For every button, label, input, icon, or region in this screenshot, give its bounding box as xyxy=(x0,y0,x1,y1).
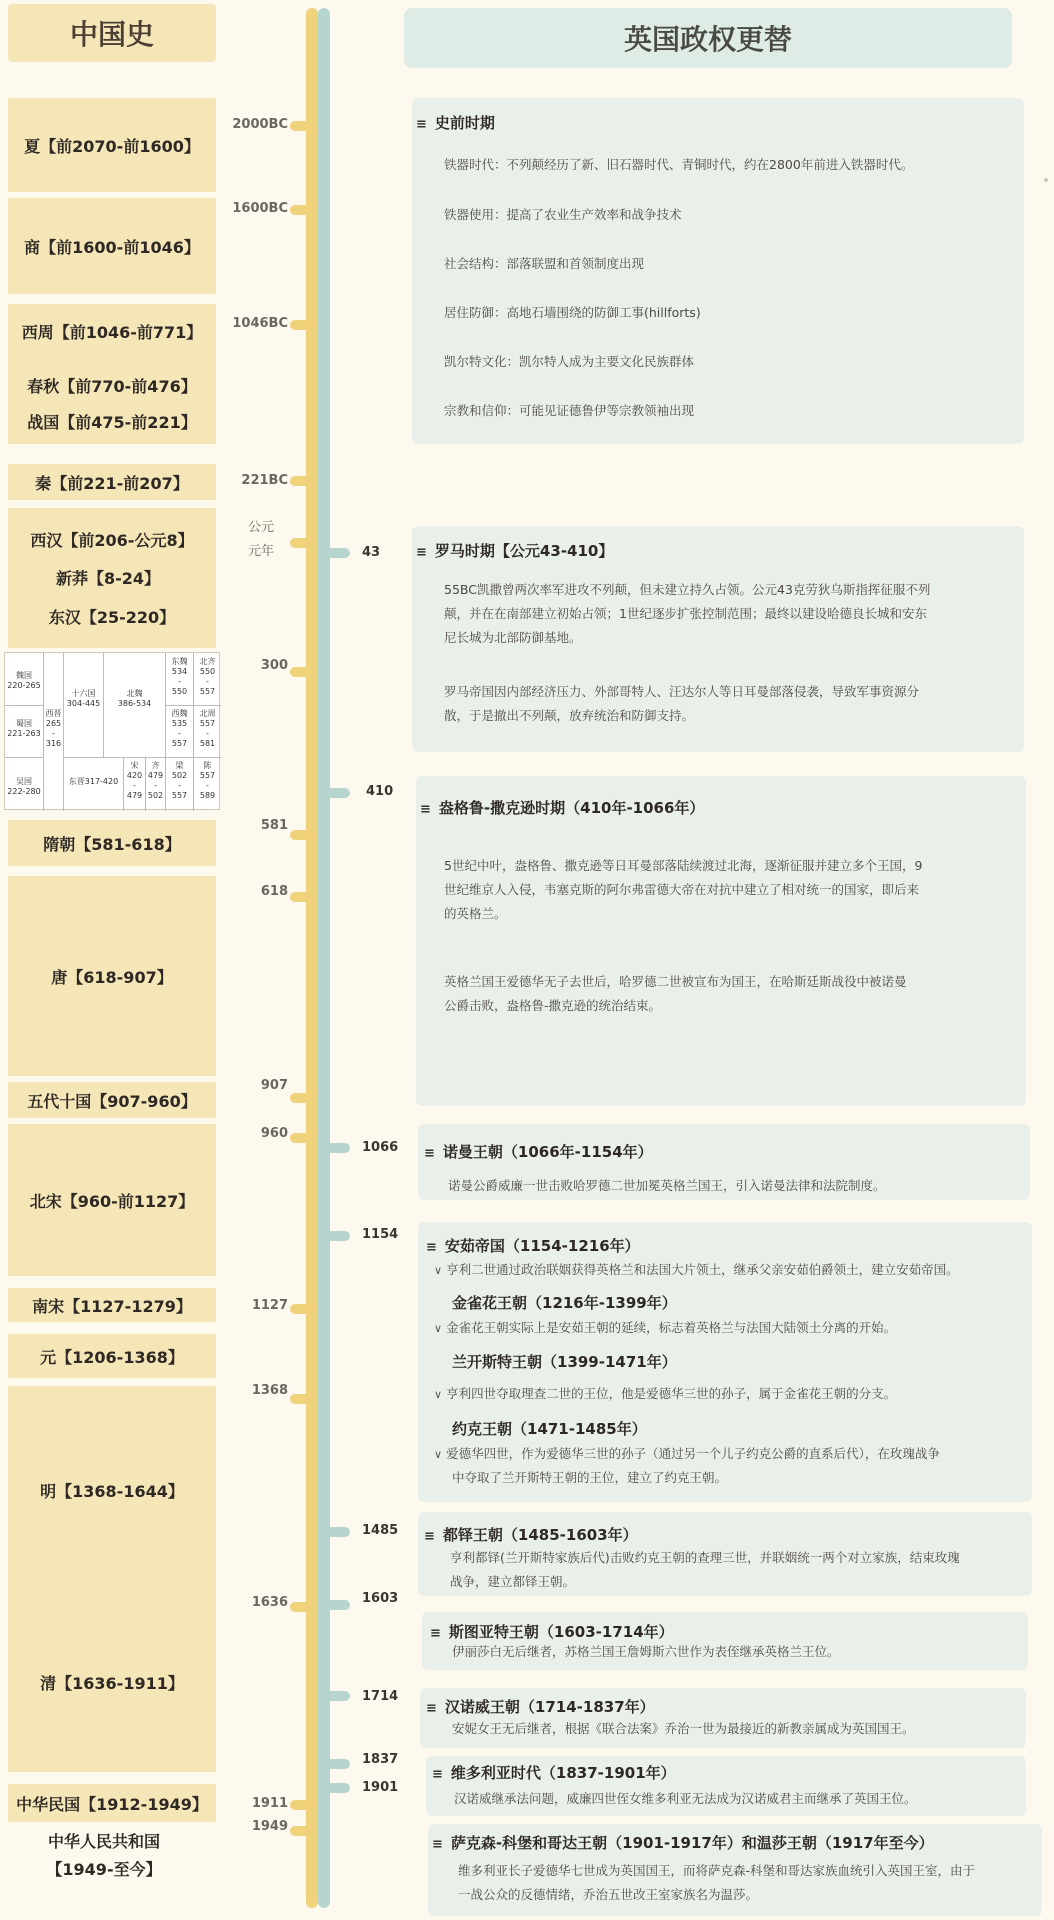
tick-1066 xyxy=(326,1143,350,1153)
roman-p2-l1: 罗马帝国因内部经济压力、外部哥特人、汪达尔人等日耳曼部落侵袭，导致军事资源分 xyxy=(444,684,920,699)
saxecoburg-text-l2: 一战公众的反德情绪，乔治五世改王室家族名为温莎。 xyxy=(458,1887,759,1902)
section-icon: ≡ xyxy=(426,1701,437,1716)
anglosaxon-p1-l1: 5世纪中叶，盎格鲁、撒克逊等日耳曼部落陆续渡过北海，逐渐征服并建立多个王国，9 xyxy=(444,858,923,873)
mini-sixteen: 十六国 304-445 xyxy=(66,689,101,708)
dynasty-qin: 秦【前221-前207】 xyxy=(8,464,216,500)
dynasty-xinmang: 新莽【8-24】 xyxy=(55,569,161,588)
date-618: 618 xyxy=(260,884,288,899)
roman-p1-l1: 55BC凯撒曾两次率军进攻不列颠，但未建立持久占领。公元43克劳狄乌斯指挥征服不列 xyxy=(444,582,931,597)
york-title: 约克王朝（1471-1485年） xyxy=(452,1420,647,1438)
mini-dongjin: 东晋317-420 xyxy=(68,777,119,786)
date-1154: 1154 xyxy=(362,1227,399,1242)
hanover-title: ≡ 汉诺威王朝（1714-1837年） xyxy=(426,1698,655,1716)
date-1603: 1603 xyxy=(362,1591,399,1606)
mini-liang: 梁 502 - 557 xyxy=(171,761,188,800)
section-icon: ≡ xyxy=(432,1837,443,1852)
tick-1603 xyxy=(326,1600,350,1610)
date-1066: 1066 xyxy=(362,1140,399,1155)
timeline-bar-china xyxy=(306,8,318,1908)
tudor-text-l1: 亨利都铎(兰开斯特家族后代)击败约克王朝的查理三世，并联姻统一两个对立家族，结束玫瑰 xyxy=(450,1550,960,1565)
york-text-l2: 中夺取了兰开斯特王朝的王位，建立了约克王朝。 xyxy=(452,1470,728,1485)
tick-300 xyxy=(290,667,316,677)
tick-1485 xyxy=(326,1527,350,1537)
tick-43 xyxy=(326,548,350,558)
date-ad1-line1: 公元 xyxy=(247,520,274,535)
tick-1911 xyxy=(290,1800,316,1810)
victoria-title: ≡ 维多利亚时代（1837-1901年） xyxy=(432,1764,676,1782)
tick-ad1 xyxy=(290,538,316,548)
tick-960 xyxy=(290,1133,316,1143)
stuart-text: 伊丽莎白无后继者，苏格兰国王詹姆斯六世作为表侄继承英格兰王位。 xyxy=(452,1644,840,1659)
dynasty-wudai: 五代十国【907-960】 xyxy=(8,1082,216,1118)
tick-581 xyxy=(290,830,316,840)
date-43: 43 xyxy=(362,545,381,560)
dynasty-prc-line2: 【1949-至今】 xyxy=(46,1859,162,1879)
right-title: 英国政权更替 xyxy=(404,8,1012,68)
victoria-text: 汉诺威继承法问题，威廉四世侄女维多利亚无法成为汉诺威君主而继承了英国王位。 xyxy=(454,1791,917,1806)
date-1911: 1911 xyxy=(251,1796,288,1811)
plantagenet-title: 金雀花王朝（1216年-1399年） xyxy=(452,1294,677,1312)
saxecoburg-title: ≡ 萨克森-科堡和哥达王朝（1901-1917年）和温莎王朝（1917年至今） xyxy=(432,1834,934,1852)
prehistoric-item-5: 凯尔特文化：凯尔特人成为主要文化民族群体 xyxy=(444,354,695,369)
tick-410 xyxy=(326,788,350,798)
chevron-down-icon: ∨ xyxy=(434,1264,443,1277)
tick-1714 xyxy=(326,1691,350,1701)
norman-title: ≡ 诺曼王朝（1066年-1154年） xyxy=(424,1143,653,1161)
mini-beiwei: 北魏 386-534 xyxy=(117,689,152,708)
hanover-text: 安妮女王无后继者，根据《联合法案》乔治一世为最接近的新教亲属成为英国国王。 xyxy=(452,1721,915,1736)
date-1046bc: 1046BC xyxy=(232,316,288,331)
prehistoric-item-3: 社会结构：部落联盟和首领制度出现 xyxy=(444,256,645,271)
date-300: 300 xyxy=(260,658,288,673)
anglosaxon-p2-l1: 英格兰国王爱德华无子去世后，哈罗德二世被宣布为国王，在哈斯廷斯战役中被诺曼 xyxy=(444,974,907,989)
dynasty-ming: 明【1368-1644】 xyxy=(8,1386,216,1594)
mini-beiqi: 北齐 550 - 557 xyxy=(199,657,216,696)
angevin-text: ∨ 亨利二世通过政治联姻获得英格兰和法国大片领土，继承父亲安茹伯爵领土，建立安茹帝国。 xyxy=(434,1262,959,1277)
plantagenet-text: ∨ 金雀花王朝实际上是安茹王朝的延续，标志着英格兰与法国大陆领土分离的开始。 xyxy=(434,1320,897,1335)
date-1368: 1368 xyxy=(251,1383,288,1398)
lancaster-title: 兰开斯特王朝（1399-1471年） xyxy=(452,1353,677,1371)
dynasty-xia: 夏【前2070-前1600】 xyxy=(8,98,216,192)
dynasty-tang: 唐【618-907】 xyxy=(8,876,216,1076)
anglosaxon-title: ≡ 盎格鲁-撒克逊时期（410年-1066年） xyxy=(420,799,705,817)
dynasty-beisong: 北宋【960-前1127】 xyxy=(8,1124,216,1276)
date-2000bc: 2000BC xyxy=(232,117,288,132)
tick-907 xyxy=(290,1093,316,1103)
anglosaxon-p1-l2: 世纪维京人入侵，韦塞克斯的阿尔弗雷德大帝在对抗中建立了相对统一的国家，即后来 xyxy=(444,882,920,897)
date-1837: 1837 xyxy=(362,1752,399,1767)
north-south-table xyxy=(4,652,220,810)
section-icon: ≡ xyxy=(426,1240,437,1255)
mini-song: 宋 420 - 479 xyxy=(126,761,143,800)
section-icon: ≡ xyxy=(416,545,427,560)
mini-wei: 魏国 220-265 xyxy=(7,671,41,690)
tick-2000bc xyxy=(290,121,316,131)
tick-618 xyxy=(290,892,316,902)
roman-p1-l2: 颠，并在在南部建立初始占领；1世纪逐步扩张控制范围；最终以建设哈德良长城和安东 xyxy=(444,606,927,621)
tick-1901 xyxy=(326,1783,350,1793)
section-icon: ≡ xyxy=(432,1767,443,1782)
date-410: 410 xyxy=(366,784,394,799)
prehistoric-item-1: 铁器时代：不列颠经历了新、旧石器时代、青铜时代，约在2800年前进入铁器时代。 xyxy=(444,157,914,172)
norman-text: 诺曼公爵威廉一世击败哈罗德二世加冕英格兰国王，引入诺曼法律和法院制度。 xyxy=(448,1178,886,1193)
roman-title: ≡ 罗马时期【公元43-410】 xyxy=(416,542,614,560)
dynasty-shang: 商【前1600-前1046】 xyxy=(8,198,216,294)
mini-shu: 蜀国 221-263 xyxy=(7,719,41,738)
chevron-down-icon: ∨ xyxy=(434,1388,443,1401)
mini-qi: 齐 479 - 502 xyxy=(147,761,164,800)
date-221bc: 221BC xyxy=(241,473,288,488)
tudor-text-l2: 战争，建立都铎王朝。 xyxy=(450,1574,576,1589)
stuart-title: ≡ 斯图亚特王朝（1603-1714年） xyxy=(430,1623,674,1641)
dynasty-zhanguo: 战国【前475-前221】 xyxy=(27,413,197,432)
tick-1368 xyxy=(290,1394,316,1404)
tick-1127 xyxy=(290,1304,316,1314)
tick-1154 xyxy=(326,1231,350,1241)
decorative-dot xyxy=(1044,178,1048,182)
date-1636: 1636 xyxy=(251,1595,288,1610)
dynasty-yuan: 元【1206-1368】 xyxy=(8,1334,216,1378)
card-anglosaxon xyxy=(416,776,1026,1106)
dynasty-minguo: 中华民国【1912-1949】 xyxy=(8,1784,216,1822)
date-1600bc: 1600BC xyxy=(232,201,288,216)
left-title: 中国史 xyxy=(8,4,216,62)
mini-dongwei: 东魏 534 - 550 xyxy=(171,657,188,696)
section-icon: ≡ xyxy=(424,1529,435,1544)
lancaster-text: ∨ 亨利四世夺取理查二世的王位，他是爱德华三世的孙子，属于金雀花王朝的分支。 xyxy=(434,1386,897,1401)
anglosaxon-p1-l3: 的英格兰。 xyxy=(444,906,507,921)
date-1949: 1949 xyxy=(251,1819,288,1834)
angevin-title: ≡ 安茹帝国（1154-1216年） xyxy=(426,1237,640,1255)
prehistoric-item-2: 铁器使用：提高了农业生产效率和战争技术 xyxy=(444,207,682,222)
tick-1949 xyxy=(290,1826,316,1836)
tick-1600bc xyxy=(290,205,316,215)
prehistoric-item-4: 居住防御：高地石墙围绕的防御工事(hillforts) xyxy=(444,305,701,320)
date-581: 581 xyxy=(260,818,288,833)
mini-chen: 陈 557 - 589 xyxy=(199,761,216,800)
dynasty-qing: 清【1636-1911】 xyxy=(8,1592,216,1772)
mini-wu: 吴国 222-280 xyxy=(7,777,41,796)
tick-221bc xyxy=(290,476,316,486)
tick-1837 xyxy=(326,1759,350,1769)
section-icon: ≡ xyxy=(424,1146,435,1161)
chevron-down-icon: ∨ xyxy=(434,1448,443,1461)
date-1714: 1714 xyxy=(362,1689,399,1704)
mini-xijin: 西晋 265 - 316 xyxy=(45,709,62,748)
date-907: 907 xyxy=(260,1078,288,1093)
mini-beizhou: 北周 557 - 581 xyxy=(199,709,216,748)
dynasty-xihan: 西汉【前206-公元8】 xyxy=(30,531,194,550)
dynasty-sui: 隋朝【581-618】 xyxy=(8,820,216,866)
prehistoric-title: ≡ 史前时期 xyxy=(416,114,495,132)
mini-xiwei: 西魏 535 - 557 xyxy=(171,709,188,748)
saxecoburg-text-l1: 维多利亚长子爱德华七世成为英国国王，而将萨克森-科堡和哥达家族血统引入英国王室，由于 xyxy=(458,1863,976,1878)
date-1127: 1127 xyxy=(251,1298,288,1313)
date-ad1-line2: 元年 xyxy=(247,544,274,559)
chevron-down-icon: ∨ xyxy=(434,1322,443,1335)
dynasty-donghan: 东汉【25-220】 xyxy=(48,608,176,627)
section-icon: ≡ xyxy=(416,117,427,132)
date-960: 960 xyxy=(260,1126,288,1141)
date-1901: 1901 xyxy=(362,1780,399,1795)
dynasty-chunqiu: 春秋【前770-前476】 xyxy=(27,377,197,396)
dynasty-xizhou: 西周【前1046-前771】 xyxy=(21,323,203,342)
date-1485: 1485 xyxy=(362,1523,399,1538)
section-icon: ≡ xyxy=(430,1626,441,1641)
tick-1046bc xyxy=(290,320,316,330)
tudor-title: ≡ 都铎王朝（1485-1603年） xyxy=(424,1526,638,1544)
prehistoric-item-6: 宗教和信仰：可能见证德鲁伊等宗教领袖出现 xyxy=(444,403,695,418)
roman-p1-l3: 尼长城为北部防御基地。 xyxy=(444,630,582,645)
dynasty-prc-line1: 中华人民共和国 xyxy=(47,1831,160,1851)
roman-p2-l2: 散，于是撤出不列颠，放弃统治和防御支持。 xyxy=(444,708,695,723)
york-text-l1: ∨ 爱德华四世，作为爱德华三世的孙子（通过另一个儿子约克公爵的直系后代），在玫瑰战争 xyxy=(434,1446,940,1461)
section-icon: ≡ xyxy=(420,802,431,817)
anglosaxon-p2-l2: 公爵击败，盎格鲁-撒克逊的统治结束。 xyxy=(444,998,662,1013)
tick-1636 xyxy=(290,1602,316,1612)
timeline-bar-uk xyxy=(318,8,330,1908)
dynasty-nansong: 南宋【1127-1279】 xyxy=(8,1288,216,1322)
